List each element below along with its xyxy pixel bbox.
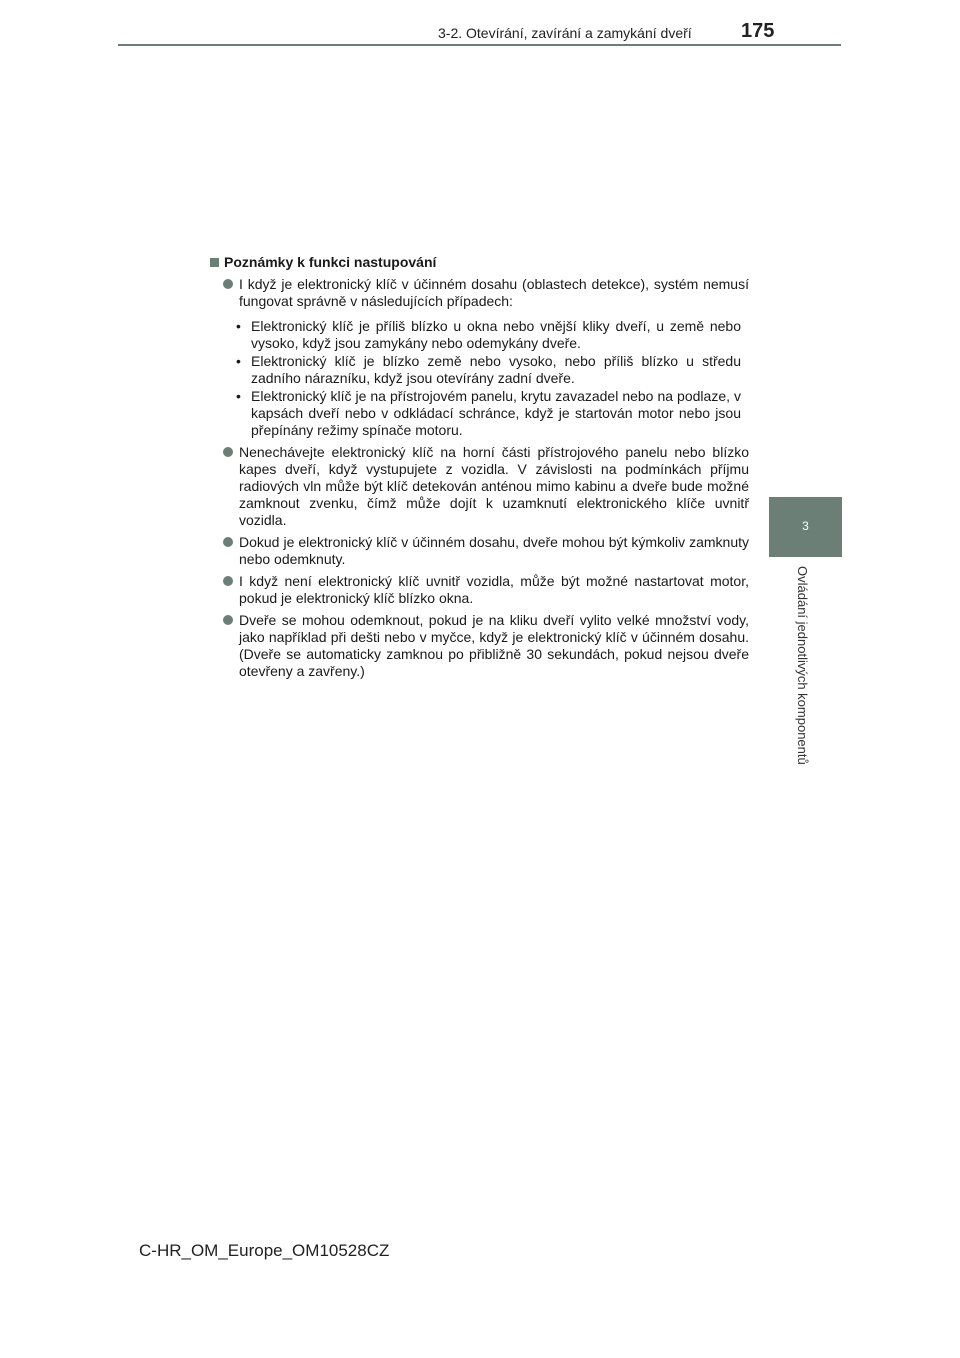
list-item [209,612,749,680]
sub-list-item [236,318,749,352]
footer-document-code: C-HR_OM_Europe_OM10528CZ [139,1241,390,1260]
circle-bullet-icon [223,279,233,289]
circle-bullet-icon [223,576,233,586]
dot-marker-icon: • [236,318,241,334]
header-rule [118,44,841,46]
sub-list-item [236,353,749,387]
section-heading [209,254,749,271]
chapter-tab [769,497,842,557]
circle-bullet-icon [223,537,233,547]
chapter-title: Ovládání jednotlivých komponentů [795,566,810,765]
list-item-text: I když není elektronický klíč uvnitř vozidla, může být možné nastartovat motor, pokud je elektronický klíč blízko okna. [239,573,749,606]
square-bullet-icon [210,258,219,267]
sub-list [236,318,749,439]
list-item-text: I když je elektronický klíč v účinném dosahu (oblastech detekce), systém nemusí fungovat správně v následujících případech: [239,276,749,309]
chapter-number: 3 [802,519,809,533]
circle-bullet-icon [223,615,233,625]
page-number: 175 [741,20,775,42]
sub-list-item-text: Elektronický klíč je blízko země nebo vysoko, nebo příliš blízko u středu zadního nárazníku, když jsou otevírány zadní dveře. [251,353,741,386]
list-item [209,444,749,529]
list-item-text: Nenechávejte elektronický klíč na horní části přístrojového panelu nebo blízko kapes dveří, když vystupujete z vozidla. V závislosti na podmínkách příjmu radiových vln může být klíč detekován anténou mimo kabinu a dveře bude možné zamknout zvenku, čímž může dojít k uzamknutí elektronického klíče uvnitř vozidla. [239,444,749,528]
list-item-text: Dveře se mohou odemknout, pokud je na kliku dveří vylito velké množství vody, jako například při dešti nebo v myčce, když je elektronický klíč v účinném dosahu. (Dveře se automaticky zamknou po přibližně 30 sekundách, pokud nejsou dveře otevřeny a zavřeny.) [239,612,749,679]
circle-bullet-icon [223,447,233,457]
header-section-title: 3-2. Otevírání, zavírání a zamykání dveří [438,25,692,41]
list-item [209,534,749,568]
list-item [209,276,749,439]
section-heading-text: Poznámky k funkci nastupování [224,254,437,270]
list-item [209,573,749,607]
sub-list-item-text: Elektronický klíč je příliš blízko u okna nebo vnější kliky dveří, u země nebo vysoko, když jsou zamykány nebo odemykány dveře. [251,318,741,351]
main-content [209,254,749,685]
sub-list-item-text: Elektronický klíč je na přístrojovém panelu, krytu zavazadel nebo na podlaze, v kapsách dveří nebo v odkládací schránce, když je startován motor nebo jsou přepínány režimy spínače motoru. [251,388,741,438]
list-item-text: Dokud je elektronický klíč v účinném dosahu, dveře mohou být kýmkoliv zamknuty nebo odemknuty. [239,534,749,567]
dot-marker-icon: • [236,388,241,404]
dot-marker-icon: • [236,353,241,369]
sub-list-item [236,388,749,439]
